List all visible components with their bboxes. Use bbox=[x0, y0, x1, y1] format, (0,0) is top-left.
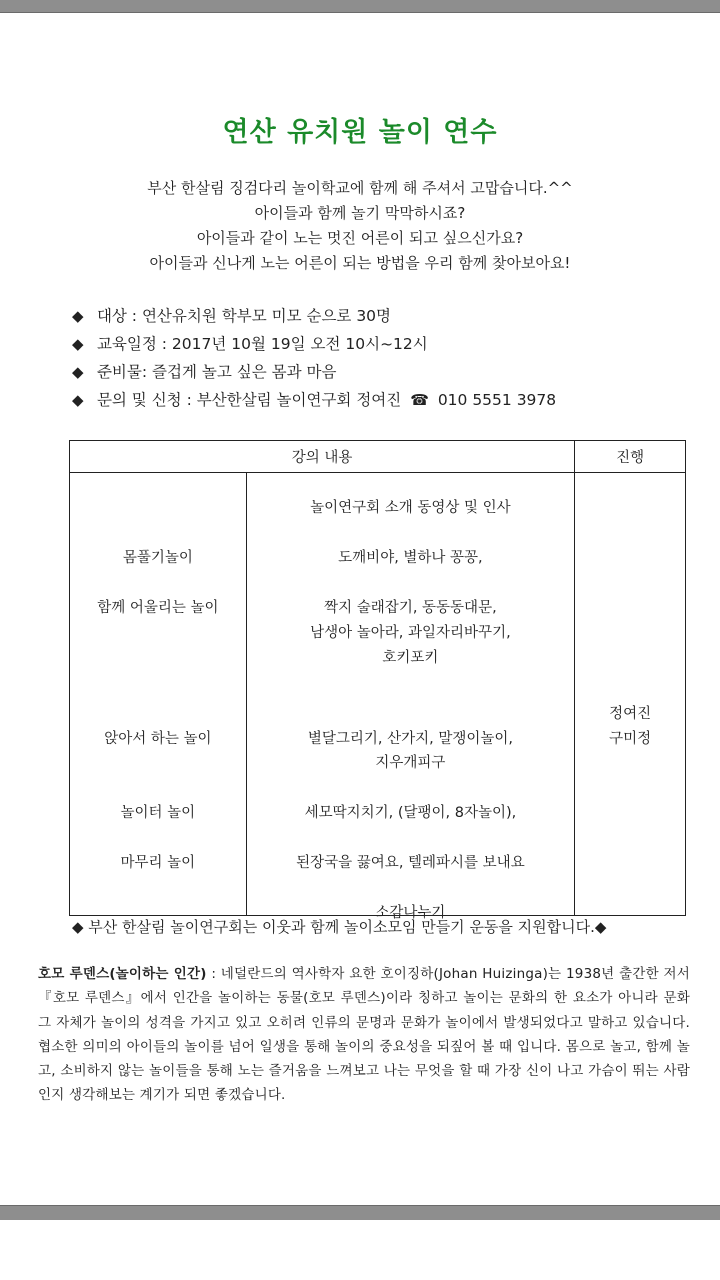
activity-column bbox=[246, 473, 574, 921]
header-lecture-content: 강의 내용 bbox=[70, 441, 575, 473]
homo-ludens-paragraph bbox=[38, 962, 690, 1108]
info-schedule-text: 교육일정 : 2017년 10월 19일 오전 10시~12시 bbox=[96, 335, 428, 353]
info-contact bbox=[72, 386, 556, 414]
activity-item: 지우개피구 bbox=[375, 755, 446, 771]
page-title: 연산 유치원 놀이 연수 bbox=[222, 117, 498, 148]
paragraph-term: 호모 루덴스(놀이하는 인간) bbox=[38, 966, 207, 982]
paragraph-body: : 네덜란드의 역사학자 요한 호이징하(Johan Huizinga)는 1938년 출간한 저서『호모 루덴스』에서 인간을 놀이하는 동물(호모 루덴스)이라 칭하고 놀이는 문화의 한 요소가 아니라 문화 그 자체가 놀이의 성격을 가지고 있고 오히려 인류의 문명과 문화가 놀이에서 발생되었다고 말하고 있습니다. 협소한 의미의 아이들의 놀이를 넘어 일생을 통해 놀이의 중요성을 되짚어 볼 때 입니다. 몸으로 놀고, 함께 놀고, 소비하지 않는 놀이들을 통해 노는 즐거움을 느껴보고 나는 무엇을 할 때 가장 신이 나고 가슴이 뛰는 사람인지 생각해보는 계기가 되면 좋겠습니다. bbox=[38, 966, 690, 1104]
activity-item: 짝지 술래잡기, 동동동대문, bbox=[324, 600, 497, 616]
lead-name: 정여진 bbox=[609, 706, 652, 722]
diamond-bullet-icon: ◆ bbox=[72, 391, 84, 409]
intro-line: 부산 한살림 징검다리 놀이학교에 함께 해 주셔서 고맙습니다.^^ bbox=[147, 179, 573, 197]
lecture-table-body bbox=[70, 473, 686, 916]
activity-item: 세모딱지치기, (달팽이, 8자놀이), bbox=[304, 805, 517, 821]
activity-item: 남생아 놀아라, 과일자리바꾸기, bbox=[310, 625, 511, 641]
intro-line: 아이들과 같이 노는 멋진 어른이 되고 싶으신가요? bbox=[196, 229, 524, 247]
info-phone-number: 010 5551 3978 bbox=[437, 391, 557, 409]
category-item: 마무리 놀이 bbox=[120, 855, 196, 871]
category-item: 앉아서 하는 놀이 bbox=[104, 731, 212, 747]
info-supplies-text: 준비물: 즐겁게 놀고 싶은 몸과 마음 bbox=[96, 363, 337, 381]
info-target-text: 대상 : 연산유치원 학부모 미모 순으로 30명 bbox=[96, 307, 392, 325]
header-lead: 진행 bbox=[575, 441, 686, 473]
info-schedule bbox=[72, 330, 556, 358]
diamond-bullet-icon: ◆ bbox=[72, 335, 84, 353]
phone-icon: ☎ bbox=[410, 391, 429, 409]
activity-item: 놀이연구회 소개 동영상 및 인사 bbox=[310, 500, 511, 516]
bottom-border-bar bbox=[0, 1205, 720, 1220]
top-border-bar bbox=[0, 0, 720, 13]
lead-name: 구미정 bbox=[609, 731, 652, 747]
info-contact-text: 문의 및 신청 : 부산한살림 놀이연구회 정여진 bbox=[96, 391, 402, 409]
activity-item: 소감나누기 bbox=[375, 905, 446, 921]
lead-column bbox=[575, 473, 686, 916]
intro-message bbox=[0, 176, 720, 276]
activity-item: 된장국을 끓여요, 텔레파시를 보내요 bbox=[296, 855, 525, 871]
activity-item: 호키포키 bbox=[382, 650, 439, 666]
lecture-table-header bbox=[70, 441, 686, 473]
diamond-bullet-icon: ◆ bbox=[72, 307, 84, 325]
category-item: 몸풀기놀이 bbox=[122, 550, 193, 566]
lecture-table bbox=[69, 440, 686, 921]
event-info-list bbox=[72, 302, 556, 414]
info-supplies bbox=[72, 358, 556, 386]
intro-line: 아이들과 신나게 노는 어른이 되는 방법을 우리 함께 찾아보아요! bbox=[149, 254, 571, 272]
intro-line: 아이들과 함께 놀기 막막하시죠? bbox=[254, 204, 466, 222]
category-item: 함께 어울리는 놀이 bbox=[97, 600, 219, 616]
support-note: ◆ 부산 한살림 놀이연구회는 이웃과 함께 놀이소모임 만들기 운동을 지원합니다.◆ bbox=[72, 918, 607, 936]
info-target bbox=[72, 302, 556, 330]
activity-item: 별달그리기, 산가지, 말쟁이놀이, bbox=[307, 731, 513, 747]
diamond-bullet-icon: ◆ bbox=[72, 363, 84, 381]
activity-item: 도깨비야, 별하나 꽁꽁, bbox=[338, 550, 483, 566]
category-column bbox=[70, 473, 247, 916]
category-item: 놀이터 놀이 bbox=[120, 805, 196, 821]
